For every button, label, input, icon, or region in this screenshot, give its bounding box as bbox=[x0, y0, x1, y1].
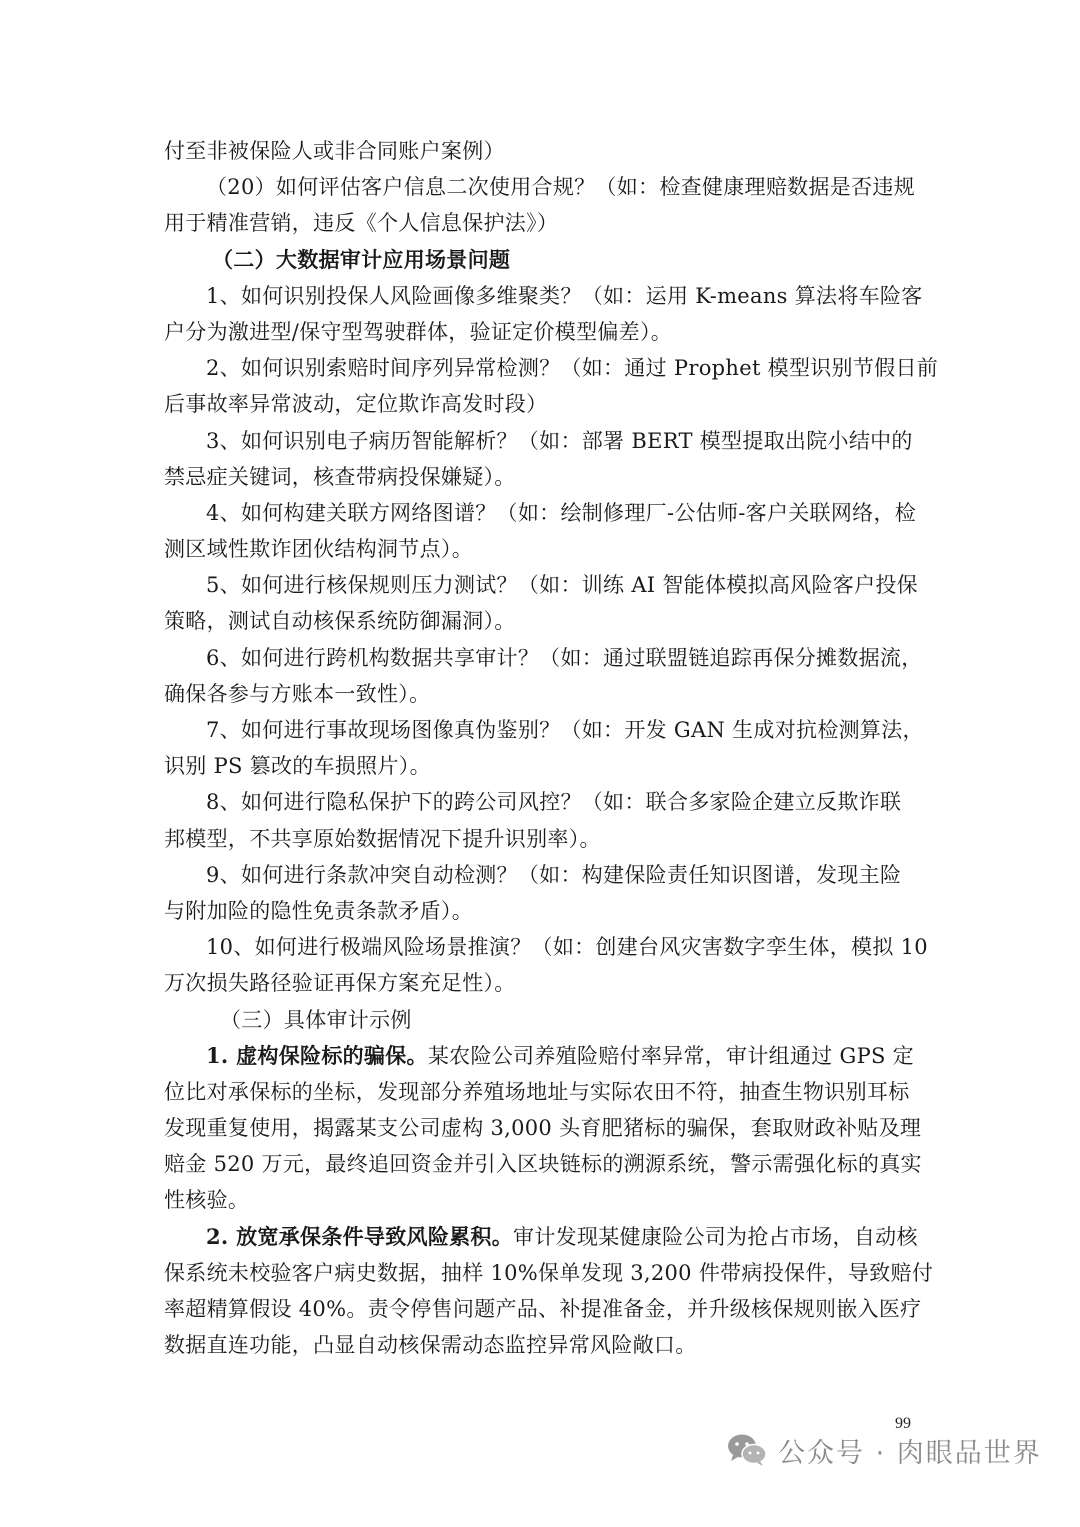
text-line: 10、如何进行极端风险场景推演？（如：创建台风灾害数字孪生体，模拟 10 bbox=[206, 935, 928, 960]
text-line: 万次损失路径验证再保方案充足性）。 bbox=[164, 971, 516, 996]
text-line: 性核验。 bbox=[164, 1188, 250, 1213]
text-line: 2. 放宽承保条件导致风险累积。审计发现某健康险公司为抢占市场，自动核 bbox=[206, 1223, 918, 1249]
text-line: 户分为激进型/保守型驾驶群体，验证定价模型偏差）。 bbox=[164, 319, 673, 344]
text-line: 策略，测试自动核保系统防御漏洞）。 bbox=[164, 609, 516, 634]
text-line: 后事故率异常波动，定位欺诈高发时段） bbox=[164, 392, 548, 417]
text-line: （20）如何评估客户信息二次使用合规？（如：检查健康理赔数据是否违规 bbox=[206, 175, 915, 200]
text-line: 3、如何识别电子病历智能解析？（如：部署 BERT 模型提取出院小结中的 bbox=[206, 428, 913, 453]
text-line: 用于精准营销，违反《个人信息保护法》） bbox=[164, 211, 559, 236]
text-line: 5、如何进行核保规则压力测试？（如：训练 AI 智能体模拟高风险客户投保 bbox=[206, 573, 918, 598]
watermark-text: 公众号 · 肉眼品世界 bbox=[778, 1437, 1042, 1469]
text-line: 禁忌症关键词，核查带病投保嫌疑）。 bbox=[164, 464, 516, 489]
text-line: 发现重复使用，揭露某支公司虚构 3,000 头育肥猪标的骗保，套取财政补贴及理 bbox=[164, 1116, 922, 1141]
document-body bbox=[164, 133, 939, 1363]
text-line: 1、如何识别投保人风险画像多维聚类？（如：运用 K-means 算法将车险客 bbox=[206, 283, 923, 308]
example-title: 2. 放宽承保条件导致风险累积。 bbox=[206, 1223, 514, 1249]
text-line: 2、如何识别索赔时间序列异常检测？（如：通过 Prophet 模型识别节假日前 bbox=[206, 356, 939, 381]
text-line: 率超精算假设 40%。责令停售问题产品、补提准备金，并升级核保规则嵌入医疗 bbox=[164, 1297, 922, 1321]
wechat-icon bbox=[726, 1432, 768, 1468]
section-heading: （二）大数据审计应用场景问题 bbox=[212, 246, 511, 272]
text-line: 确保各参与方账本一致性）。 bbox=[164, 681, 431, 706]
page-number: 99 bbox=[895, 1415, 911, 1432]
text-line: 赔金 520 万元，最终追回资金并引入区块链标的溯源系统，警示需强化标的真实 bbox=[164, 1152, 922, 1177]
text-line: 7、如何进行事故现场图像真伪鉴别？（如：开发 GAN 生成对抗检测算法， bbox=[206, 718, 924, 742]
section-heading: （三）具体审计示例 bbox=[220, 1007, 412, 1032]
example-title: 1. 虚构保险标的骗保。 bbox=[206, 1042, 428, 1068]
text-line: 6、如何进行跨机构数据共享审计？（如：通过联盟链追踪再保分摊数据流， bbox=[206, 645, 923, 670]
text-line: 邦模型，不共享原始数据情况下提升识别率）。 bbox=[164, 826, 601, 851]
text-line: 识别 PS 篡改的车损照片）。 bbox=[164, 754, 431, 779]
text-line: 9、如何进行条款冲突自动检测？（如：构建保险责任知识图谱，发现主险 bbox=[206, 862, 902, 887]
text-line: 位比对承保标的坐标，发现部分养殖场地址与实际农田不符，抽查生物识别耳标 bbox=[164, 1079, 910, 1104]
watermark bbox=[726, 1428, 1042, 1472]
text-line: 测区域性欺诈团伙结构洞节点）。 bbox=[164, 537, 473, 562]
text-line: 付至非被保险人或非合同账户案例） bbox=[164, 139, 505, 163]
text-line: 4、如何构建关联方网络图谱？（如：绘制修理厂-公估师-客户关联网络，检 bbox=[206, 500, 917, 525]
text-line: 数据直连功能，凸显自动核保需动态监控异常风险敞口。 bbox=[164, 1333, 697, 1358]
text-line: 保系统未校验客户病史数据，抽样 10%保单发现 3,200 件带病投保件，导致赔付 bbox=[164, 1260, 934, 1285]
text-line: 8、如何进行隐私保护下的跨公司风控？（如：联合多家险企建立反欺诈联 bbox=[206, 790, 902, 815]
text-line: 与附加险的隐性免责条款矛盾）。 bbox=[164, 898, 473, 923]
text-line: 1. 虚构保险标的骗保。某农险公司养殖险赔付率异常，审计组通过 GPS 定 bbox=[206, 1042, 914, 1068]
